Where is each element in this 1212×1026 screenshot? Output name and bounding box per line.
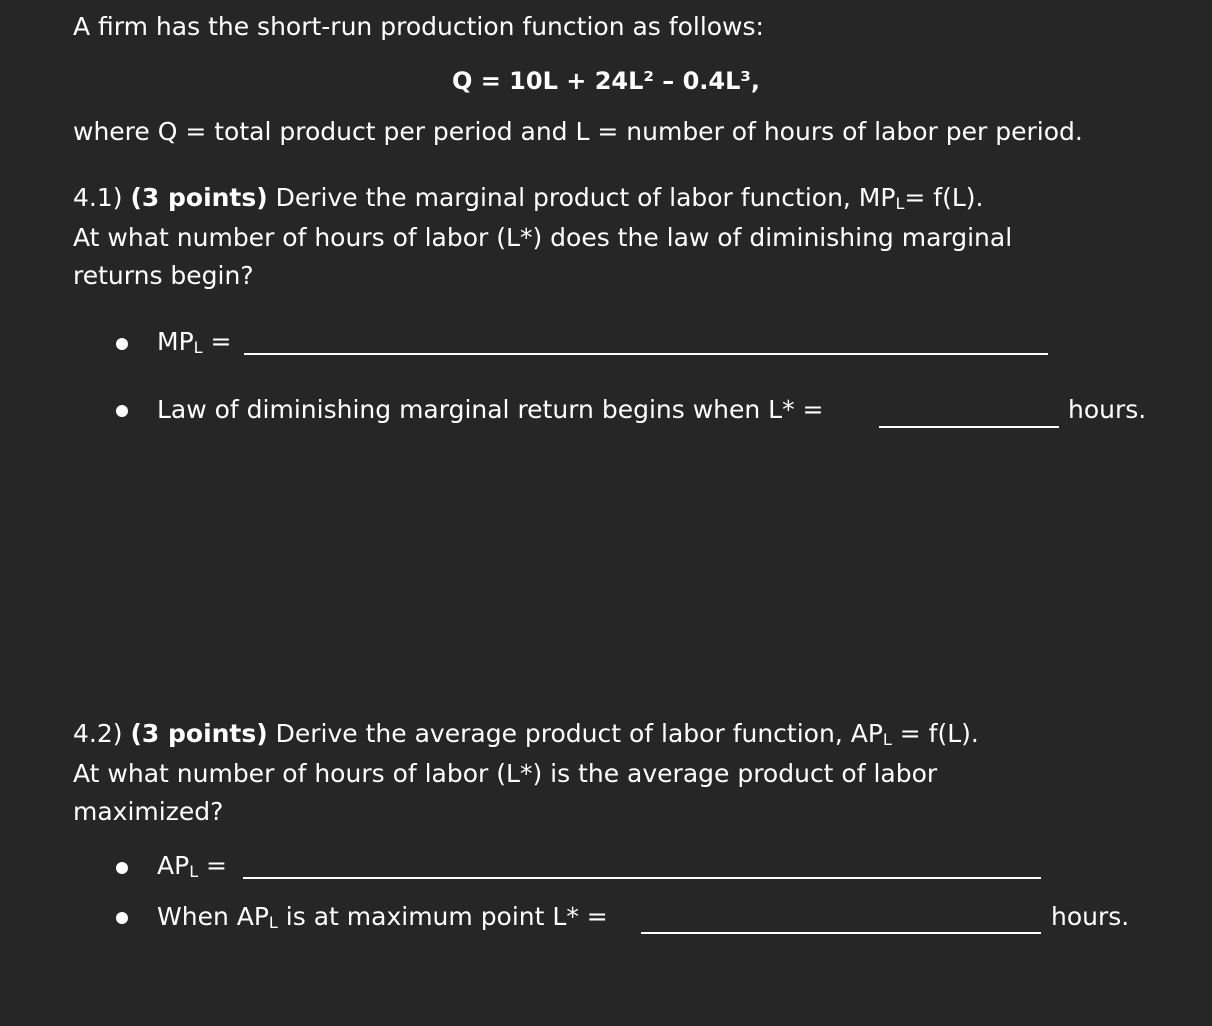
apl-answer-blank[interactable] bbox=[243, 877, 1041, 879]
points-label: (3 points) bbox=[130, 719, 268, 748]
question-4-2-line2: At what number of hours of labor (L*) is the average product of labor bbox=[73, 759, 938, 788]
bullet-icon bbox=[116, 862, 128, 874]
mpl-label-text: MP bbox=[157, 327, 194, 356]
apl-label bbox=[157, 851, 227, 884]
equals-sign: = bbox=[198, 851, 228, 880]
bullet-icon bbox=[116, 405, 128, 417]
question-number: 4.2) bbox=[73, 719, 131, 748]
diminishing-returns-label: Law of diminishing marginal return begins when L* = bbox=[157, 395, 824, 424]
variable-definitions: where Q = total product per period and L = number of hours of labor per period. bbox=[73, 117, 1083, 146]
question-text: Derive the average product of labor function, AP bbox=[267, 719, 883, 748]
subscript: L bbox=[882, 730, 892, 749]
question-4-2-heading bbox=[73, 719, 979, 752]
hours-unit-label: hours. bbox=[1068, 395, 1147, 424]
subscript: L bbox=[895, 194, 905, 213]
question-4-1-heading bbox=[73, 183, 983, 216]
apl-max-label-end: is at maximum point L* = bbox=[277, 902, 608, 931]
intro-text: A firm has the short-run production function as follows: bbox=[73, 12, 764, 41]
question-text: Derive the marginal product of labor function, MP bbox=[267, 183, 896, 212]
apl-label-text: AP bbox=[157, 851, 190, 880]
subscript: L bbox=[189, 862, 199, 881]
subscript: L bbox=[193, 338, 203, 357]
equals-sign: = bbox=[202, 327, 232, 356]
apl-max-answer-blank[interactable] bbox=[641, 932, 1041, 934]
bullet-icon bbox=[116, 338, 128, 350]
question-4-1-line3: returns begin? bbox=[73, 261, 254, 290]
points-label: (3 points) bbox=[130, 183, 268, 212]
question-text-end: = f(L). bbox=[904, 183, 984, 212]
mpl-answer-blank[interactable] bbox=[244, 353, 1048, 355]
diminishing-returns-answer-blank[interactable] bbox=[879, 426, 1059, 428]
bullet-icon bbox=[116, 912, 128, 924]
question-text-end: = f(L). bbox=[891, 719, 979, 748]
apl-max-label bbox=[157, 902, 608, 935]
question-4-2-line3: maximized? bbox=[73, 797, 224, 826]
mpl-label bbox=[157, 327, 231, 360]
apl-max-label-text: When AP bbox=[157, 902, 269, 931]
production-function-equation: Q = 10L + 24L² – 0.4L³, bbox=[451, 67, 761, 95]
subscript: L bbox=[268, 913, 278, 932]
question-number: 4.1) bbox=[73, 183, 131, 212]
question-4-1-line2: At what number of hours of labor (L*) does the law of diminishing marginal bbox=[73, 223, 1013, 252]
hours-unit-label: hours. bbox=[1051, 902, 1130, 931]
